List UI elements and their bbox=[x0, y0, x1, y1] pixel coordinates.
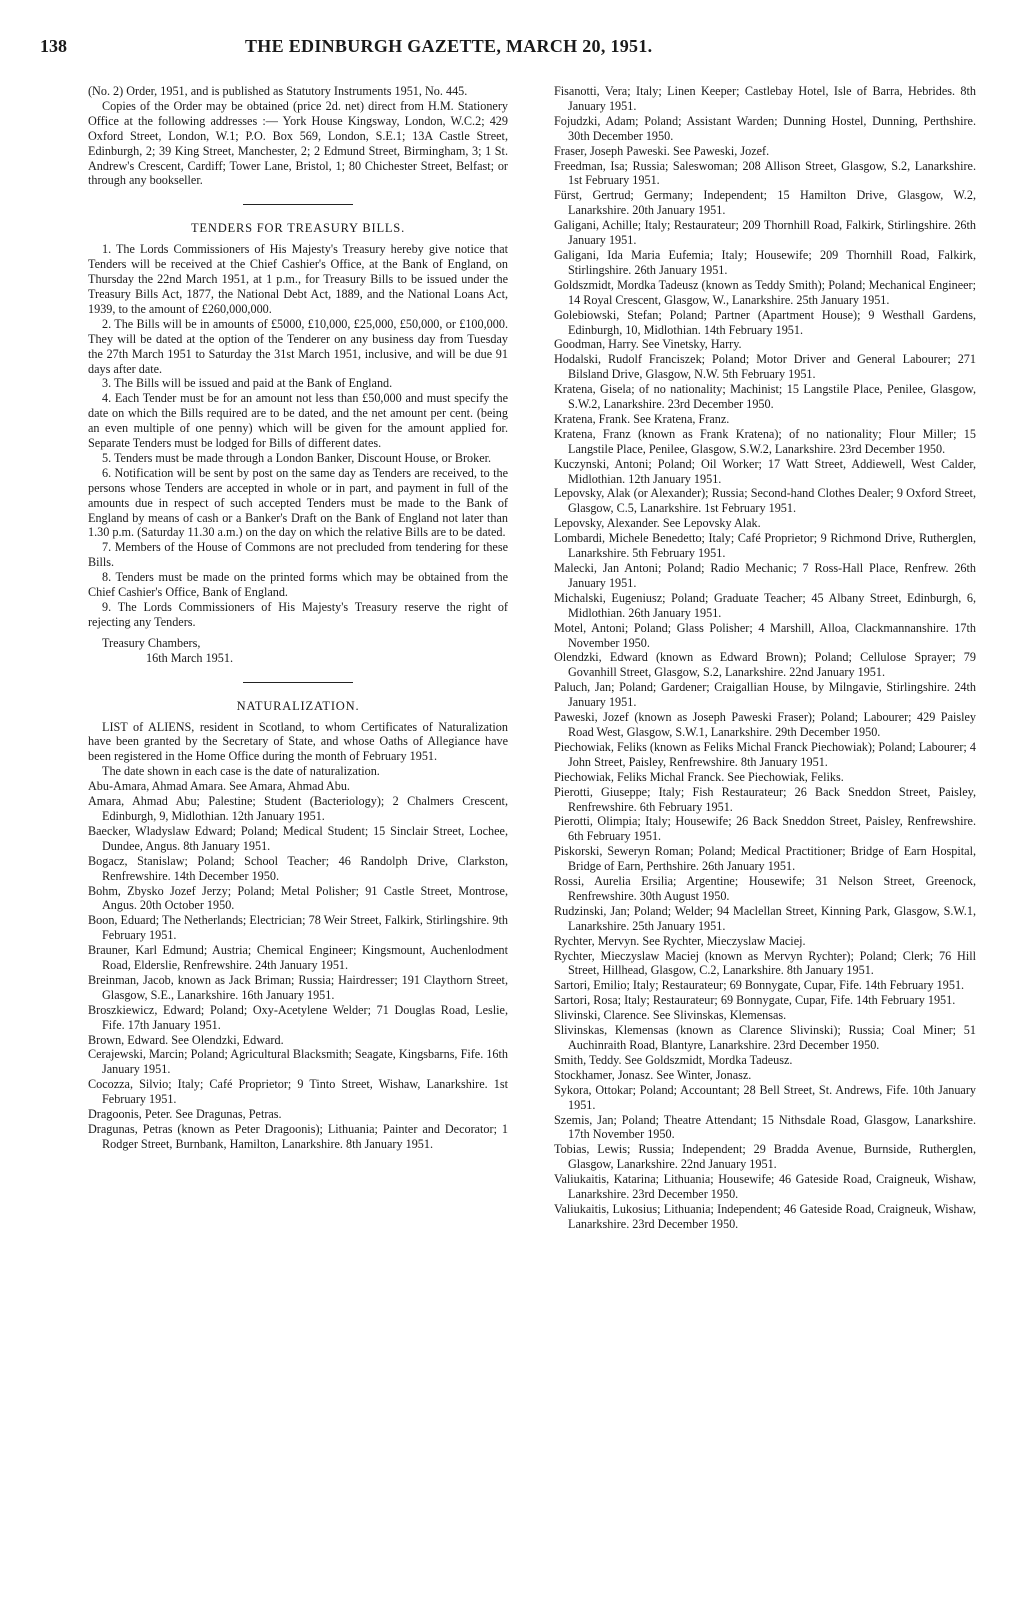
list-item: Amara, Ahmad Abu; Palestine; Student (Bacteriology); 2 Chalmers Crescent, Edinburgh, 9, Midlothian. 12th January 1951. bbox=[88, 794, 508, 823]
sign-date: 16th March 1951. bbox=[146, 650, 233, 665]
list-item: Paluch, Jan; Poland; Gardener; Craigallian House, by Milngavie, Stirlingshire. 24th January 1951. bbox=[554, 680, 976, 710]
sign-location: Treasury Chambers, bbox=[102, 635, 201, 650]
alien-list-right bbox=[554, 84, 976, 1232]
list-item: Kratena, Franz (known as Frank Kratena); of no nationality; Flour Miller; 15 Langstile Place, Penilee, Glasgow, S.W.2, Lanarkshire. 23rd December 1950. bbox=[554, 426, 976, 456]
list-item: Fisanotti, Vera; Italy; Linen Keeper; Castlebay Hotel, Isle of Barra, Hebrides. 8th January 1951. bbox=[554, 84, 976, 113]
list-item: Stockhamer, Jonasz. See Winter, Jonasz. bbox=[554, 1067, 752, 1082]
list-item: Hodalski, Rudolf Franciszek; Poland; Motor Driver and General Labourer; 271 Bilsland Drive, Glasgow, N.W. 5th February 1951. bbox=[554, 352, 976, 382]
list-item: Golebiowski, Stefan; Poland; Partner (Apartment House); 9 Westhall Gardens, Edinburgh, 10, Midlothian. 14th February 1951. bbox=[554, 307, 976, 337]
page-header bbox=[40, 36, 980, 66]
list-item: Rychter, Mieczyslaw Maciej (known as Mervyn Rychter); Poland; Clerk; 76 Hill Street, Hillhead, Glasgow, C.2, Lanarkshire. 8th January 1951. bbox=[554, 948, 976, 978]
list-item: Lepovsky, Alexander. See Lepovsky Alak. bbox=[554, 516, 761, 531]
page-title: THE EDINBURGH GAZETTE, MARCH 20, 1951. bbox=[245, 36, 653, 56]
tender-paragraph: 1. The Lords Commissioners of His Majesty's Treasury hereby give notice that Tenders will be received at the Chief Cashier's Office, at the Bank of England, on Thursday the 22nd March 1951, at 1 p.m., for Treasury Bills to be issued under the Treasury Bills Act, 1877, the National Debt Act, 1889, and the National Loans Act, 1939, to the amount of £260,000,000. bbox=[88, 242, 508, 316]
list-item: Motel, Antoni; Poland; Glass Polisher; 4 Marshill, Alloa, Clackmannanshire. 17th November 1950. bbox=[554, 620, 976, 650]
list-item: Lepovsky, Alak (or Alexander); Russia; Second-hand Clothes Dealer; 9 Oxford Street, Glasgow, C.5, Lanarkshire. 1st February 1951. bbox=[554, 486, 976, 516]
list-item: Rudzinski, Jan; Poland; Welder; 94 Maclellan Street, Kinning Park, Glasgow, S.W.1, Lanarkshire. 25th January 1951. bbox=[554, 903, 976, 933]
right-column bbox=[554, 84, 976, 1232]
list-item: Pierotti, Giuseppe; Italy; Fish Restaurateur; 26 Back Sneddon Street, Paisley, Renfrewshire. 6th February 1951. bbox=[554, 784, 976, 814]
list-item: Fürst, Gertrud; Germany; Independent; 15 Hamilton Drive, Glasgow, W.2, Lanarkshire. 20th January 1951. bbox=[554, 188, 976, 218]
list-item: Goldszmidt, Mordka Tadeusz (known as Teddy Smith); Poland; Mechanical Engineer; 14 Royal Crescent, Glasgow, W., Lanarkshire. 25th January 1951. bbox=[554, 277, 976, 307]
list-item: Sykora, Ottokar; Poland; Accountant; 28 Bell Street, St. Andrews, Fife. 10th January 1951. bbox=[554, 1082, 976, 1112]
tender-paragraph: 3. The Bills will be issued and paid at the Bank of England. bbox=[102, 376, 393, 391]
list-item: Smith, Teddy. See Goldszmidt, Mordka Tadeusz. bbox=[554, 1052, 793, 1067]
tender-paragraph: 8. Tenders must be made on the printed forms which may be obtained from the Chief Cashier's Office, Bank of England. bbox=[88, 570, 508, 600]
tender-paragraph: 9. The Lords Commissioners of His Majesty's Treasury reserve the right of rejecting any Tenders. bbox=[88, 600, 508, 629]
list-item: Paweski, Jozef (known as Joseph Paweski Fraser); Poland; Labourer; 429 Paisley Road West, Glasgow, S.W.1, Lanarkshire. 29th December 1950. bbox=[554, 710, 976, 739]
list-item: Freedman, Isa; Russia; Saleswoman; 208 Allison Street, Glasgow, S.2, Lanarkshire. 1st February 1951. bbox=[554, 158, 976, 188]
list-item: Bohm, Zbysko Jozef Jerzy; Poland; Metal Polisher; 91 Castle Street, Montrose, Angus. 20th October 1950. bbox=[88, 883, 508, 913]
list-item: Breinman, Jacob, known as Jack Briman; Russia; Hairdresser; 191 Claythorn Street, Glasgow, S.E., Lanarkshire. 16th January 1951. bbox=[88, 972, 508, 1002]
list-item: Kuczynski, Antoni; Poland; Oil Worker; 17 Watt Street, Addiewell, West Calder, Midlothian. 12th January 1951. bbox=[554, 456, 976, 486]
section-divider bbox=[243, 682, 353, 683]
list-item: Fraser, Joseph Paweski. See Paweski, Jozef. bbox=[554, 143, 770, 158]
page-number: 138 bbox=[40, 36, 67, 56]
list-item: Bogacz, Stanislaw; Poland; School Teacher; 46 Randolph Drive, Clarkston, Renfrewshire. 14th December 1950. bbox=[88, 853, 508, 883]
list-item: Michalski, Eugeniusz; Poland; Graduate Teacher; 45 Albany Street, Edinburgh, 6, Midlothian. 26th January 1951. bbox=[554, 590, 976, 620]
tenders-heading: TENDERS FOR TREASURY BILLS. bbox=[191, 221, 405, 236]
list-item: Galigani, Ida Maria Eufemia; Italy; Housewife; 209 Thornhill Road, Falkirk, Stirlingshire. 26th January 1951. bbox=[554, 247, 976, 277]
list-item: Piechowiak, Feliks Michal Franck. See Piechowiak, Feliks. bbox=[554, 769, 844, 784]
section-divider bbox=[243, 204, 353, 205]
list-item: Szemis, Jan; Poland; Theatre Attendant; 15 Nithsdale Road, Glasgow, Lanarkshire. 17th November 1950. bbox=[554, 1112, 976, 1142]
list-item: Abu-Amara, Ahmad Amara. See Amara, Ahmad Abu. bbox=[88, 779, 350, 794]
list-item: Galigani, Achille; Italy; Restaurateur; 209 Thornhill Road, Falkirk, Stirlingshire. 26th January 1951. bbox=[554, 218, 976, 248]
list-item: Olendzki, Edward (known as Edward Brown); Poland; Cellulose Sprayer; 79 Govanhill Street, Glasgow, S.2, Lanarkshire. 22nd January 1951. bbox=[554, 650, 976, 680]
list-item: Dragunas, Petras (known as Peter Dragoonis); Lithuania; Painter and Decorator; 1 Rodger Street, Burnbank, Hamilton, Lanarkshire. 8th January 1951. bbox=[88, 1122, 508, 1151]
left-column bbox=[88, 84, 508, 1152]
list-item: Cerajewski, Marcin; Poland; Agricultural Blacksmith; Seagate, Kingsbarns, Fife. 16th January 1951. bbox=[88, 1047, 508, 1077]
alien-list-left bbox=[88, 779, 508, 1152]
naturalization-note: The date shown in each case is the date of naturalization. bbox=[102, 764, 380, 779]
list-item: Pierotti, Olimpia; Italy; Housewife; 26 Back Sneddon Street, Paisley, Renfrewshire. 6th February 1951. bbox=[554, 814, 976, 844]
list-item: Brown, Edward. See Olendzki, Edward. bbox=[88, 1032, 284, 1047]
order-copies-text: Copies of the Order may be obtained (price 2d. net) direct from H.M. Stationery Office at the following addresses :— York House Kingsway, London, W.C.2; 429 Oxford Street, London, W.1; P.O. Box 569, London, S.E.1; 13A Castle Street, Edinburgh, 2; 39 King Street, Manchester, 2; 2 Edmund Street, Birmingham, 3; 1 St. Andrew's Crescent, Cardiff; Tower Lane, Bristol, 1; 80 Chichester Street, Belfast; or through any bookseller. bbox=[88, 98, 508, 188]
list-item: Piechowiak, Feliks (known as Feliks Michal Franck Piechowiak); Poland; Labourer; 4 John Street, Paisley, Renfrewshire. 8th January 1951. bbox=[554, 739, 976, 769]
order-intro-text: (No. 2) Order, 1951, and is published as Statutory Instruments 1951, No. 445. bbox=[88, 84, 468, 98]
list-item: Baecker, Wladyslaw Edward; Poland; Medical Student; 15 Sinclair Street, Lochee, Dundee, Angus. 8th January 1951. bbox=[88, 823, 508, 853]
list-item: Lombardi, Michele Benedetto; Italy; Café Proprietor; 9 Richmond Drive, Rutherglen, Lanarkshire. 5th February 1951. bbox=[554, 531, 976, 561]
tender-paragraph: 5. Tenders must be made through a London Banker, Discount House, or Broker. bbox=[102, 450, 492, 465]
tender-paragraph: 4. Each Tender must be for an amount not less than £50,000 and must specify the date on which the Bills required are to be dated, and the net amount per cent. (being an even multiple of one penny) which will be given for the amount applied for. Separate Tenders must be lodged for Bills of different dates. bbox=[88, 391, 508, 451]
tender-paragraph: 7. Members of the House of Commons are not precluded from tendering for these Bills. bbox=[88, 540, 508, 570]
list-item: Brauner, Karl Edmund; Austria; Chemical Engineer; Kingsmount, Auchenlodment Road, Elderslie, Renfrewshire. 24th January 1951. bbox=[88, 943, 508, 973]
list-item: Goodman, Harry. See Vinetsky, Harry. bbox=[554, 337, 742, 352]
list-item: Sartori, Rosa; Italy; Restaurateur; 69 Bonnygate, Cupar, Fife. 14th February 1951. bbox=[554, 993, 956, 1008]
list-item: Valiukaitis, Katarina; Lithuania; Housewife; 46 Gateside Road, Craigneuk, Wishaw, Lanarkshire. 23rd December 1950. bbox=[554, 1172, 976, 1202]
list-item: Fojudzki, Adam; Poland; Assistant Warden; Dunning Hostel, Dunning, Perthshire. 30th December 1950. bbox=[554, 113, 976, 143]
list-item: Rossi, Aurelia Ersilia; Argentine; Housewife; 31 Nelson Street, Greenock, Renfrewshire. 30th August 1950. bbox=[554, 874, 976, 903]
list-item: Piskorski, Seweryn Roman; Poland; Medical Practitioner; Bridge of Earn Hospital, Bridge of Earn, Perthshire. 26th January 1951. bbox=[554, 844, 976, 874]
list-item: Boon, Eduard; The Netherlands; Electrician; 78 Weir Street, Falkirk, Stirlingshire. 9th February 1951. bbox=[88, 913, 508, 943]
treasury-signature bbox=[88, 636, 508, 666]
list-item: Rychter, Mervyn. See Rychter, Mieczyslaw Maciej. bbox=[554, 933, 806, 948]
list-item: Dragoonis, Peter. See Dragunas, Petras. bbox=[88, 1107, 282, 1122]
list-item: Cocozza, Silvio; Italy; Café Proprietor; 9 Tinto Street, Wishaw, Lanarkshire. 1st February 1951. bbox=[88, 1077, 508, 1107]
list-item: Slivinskas, Klemensas (known as Clarence Slivinski); Russia; Coal Miner; 51 Auchinraith Road, Blantyre, Lanarkshire. 23rd December 1950. bbox=[554, 1023, 976, 1052]
list-item: Valiukaitis, Lukosius; Lithuania; Independent; 46 Gateside Road, Craigneuk, Wishaw, Lanarkshire. 23rd December 1950. bbox=[554, 1201, 976, 1231]
list-item: Kratena, Frank. See Kratena, Franz. bbox=[554, 411, 730, 426]
naturalization-intro: LIST of ALIENS, resident in Scotland, to whom Certificates of Naturalization have been granted by the Secretary of State, and whose Oaths of Allegiance have been registered in the Home Office during the month of February 1951. bbox=[88, 719, 508, 764]
naturalization-heading: NATURALIZATION. bbox=[236, 698, 360, 713]
tender-paragraph: 6. Notification will be sent by post on the same day as Tenders are received, to the persons whose Tenders are accepted in whole or in part, and payment in full of the amounts due in respect of such accepted Tenders must be made to the Bank of England by means of cash or a Banker's Draft on the Bank of England not later than 1.30 p.m. (Saturday 11.30 a.m.) on the day on which the relative Bills are to be dated. bbox=[88, 465, 508, 540]
list-item: Kratena, Gisela; of no nationality; Machinist; 15 Langstile Place, Penilee, Glasgow, S.W.2, Lanarkshire. 23rd December 1950. bbox=[554, 382, 976, 412]
list-item: Sartori, Emilio; Italy; Restaurateur; 69 Bonnygate, Cupar, Fife. 14th February 1951. bbox=[554, 978, 965, 993]
list-item: Malecki, Jan Antoni; Poland; Radio Mechanic; 7 Ross-Hall Place, Renfrew. 26th January 1951. bbox=[554, 561, 976, 590]
list-item: Tobias, Lewis; Russia; Independent; 29 Bradda Avenue, Burnside, Rutherglen, Glasgow, Lanarkshire. 22nd January 1951. bbox=[554, 1142, 976, 1172]
list-item: Broszkiewicz, Edward; Poland; Oxy-Acetylene Welder; 71 Douglas Road, Leslie, Fife. 17th January 1951. bbox=[88, 1002, 508, 1032]
tenders-body bbox=[88, 242, 508, 630]
tender-paragraph: 2. The Bills will be in amounts of £5000, £10,000, £25,000, £50,000, or £100,000. They will be dated at the option of the Tenderer on any business day from Tuesday the 27th March 1951 to Saturday the 31st March 1951, inclusive, and will be due 91 days after date. bbox=[88, 316, 508, 376]
list-item: Slivinski, Clarence. See Slivinskas, Klemensas. bbox=[554, 1008, 787, 1023]
